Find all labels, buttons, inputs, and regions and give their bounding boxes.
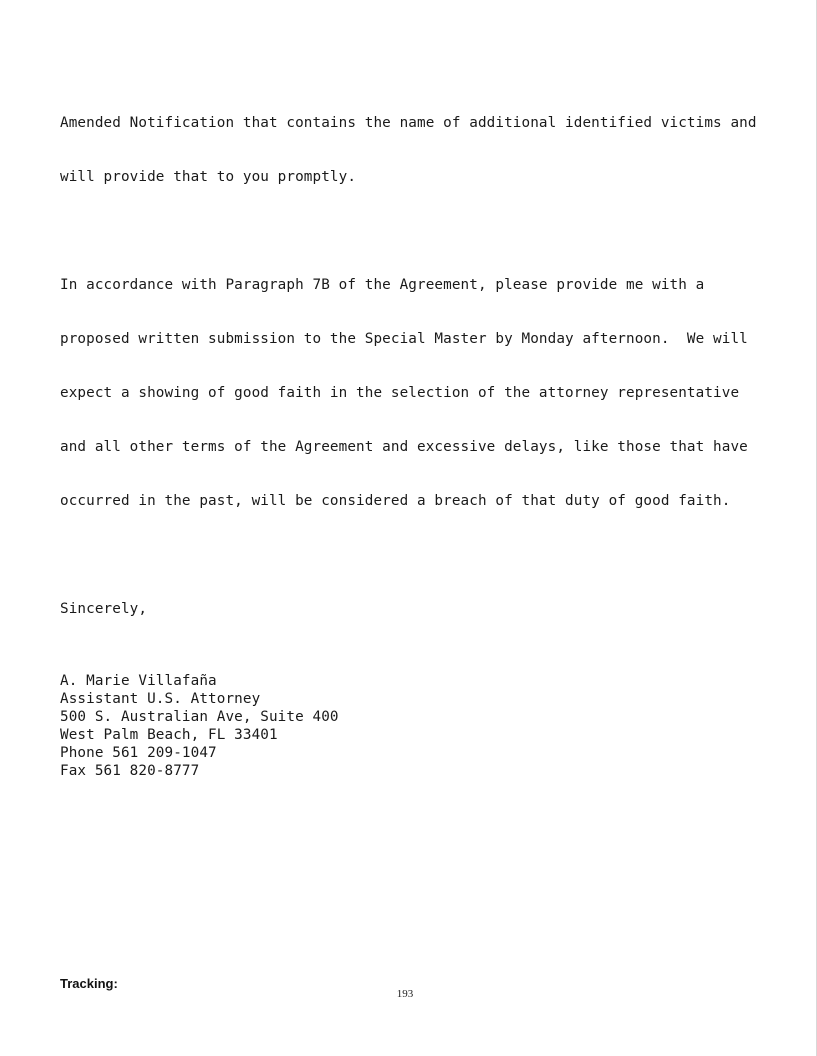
signer-title: Assistant U.S. Attorney <box>60 691 261 707</box>
address-line-1: 500 S. Australian Ave, Suite 400 <box>60 709 339 725</box>
text-line: and all other terms of the Agreement and excessive delays, like those that have <box>60 439 748 455</box>
phone-number: Phone 561 209-1047 <box>60 745 217 761</box>
closing-text: Sincerely, <box>60 601 148 617</box>
paragraph-written-submission <box>60 240 760 546</box>
address-line-2: West Palm Beach, FL 33401 <box>60 727 278 743</box>
fax-number: Fax 561 820-8777 <box>60 763 200 779</box>
text-line: occurred in the past, will be considered a breach of that duty of good faith. <box>60 493 731 509</box>
signature-block <box>60 672 760 780</box>
letter-body <box>60 78 760 780</box>
tracking-label: Tracking: <box>60 976 118 991</box>
paragraph-amended-notification <box>60 78 760 222</box>
signer-name: A. Marie Villafaña <box>60 673 217 689</box>
text-line: expect a showing of good faith in the selection of the attorney representative <box>60 385 740 401</box>
page-number: 193 <box>396 988 414 1000</box>
text-line: In accordance with Paragraph 7B of the Agreement, please provide me with a <box>60 277 705 293</box>
text-line: Amended Notification that contains the name of additional identified victims and <box>60 115 757 131</box>
closing <box>60 564 760 654</box>
text-line: will provide that to you promptly. <box>60 169 357 185</box>
text-line: proposed written submission to the Special Master by Monday afternoon. We will <box>60 331 748 347</box>
